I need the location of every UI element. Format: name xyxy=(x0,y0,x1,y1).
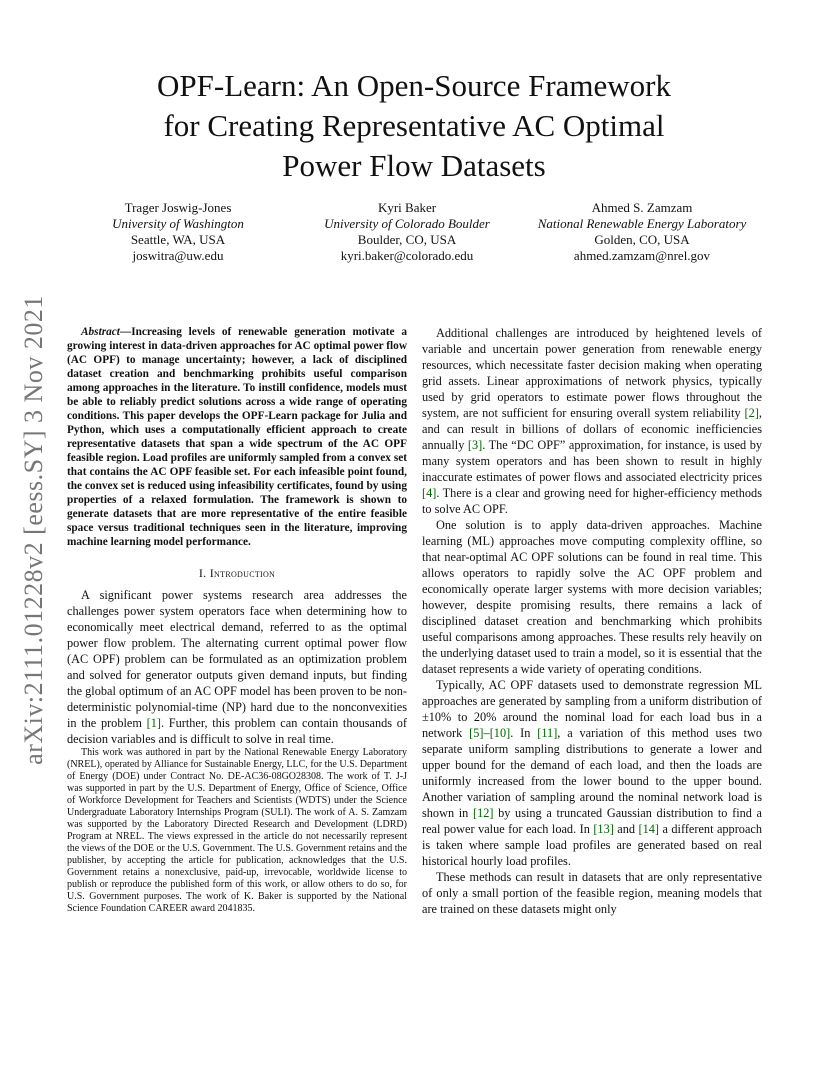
author-affiliation: University of Colorado Boulder xyxy=(324,216,490,231)
intro-text: . Further, this problem can contain thousands of decision variables and is difficult to solve in real time. xyxy=(67,716,408,746)
author-1 xyxy=(58,200,298,264)
author-location: Boulder, CO, USA xyxy=(357,232,457,247)
title-line: OPF-Learn: An Open-Source Framework xyxy=(157,68,671,103)
section-title: Introduction xyxy=(209,566,276,580)
body-text: , and can result in billions of dollars of economic inefficiencies annually xyxy=(422,406,762,452)
author-name: Ahmed S. Zamzam xyxy=(591,200,693,215)
body-text: by using a truncated Gaussian distribution to find a real power value for each load. In xyxy=(422,806,763,836)
body-text: – xyxy=(483,726,490,740)
right-column xyxy=(422,325,762,917)
body-text: . The “DC OPF” approximation, for instance, is used by many system operators and has been shown to result in highly inaccurate estimates of power flows and associated electricity prices xyxy=(422,438,762,484)
citation-link[interactable]: [ 11 ] xyxy=(537,726,557,740)
arxiv-sidebar xyxy=(14,280,54,780)
section-number: I. xyxy=(198,566,207,580)
title-line: for Creating Representative AC Optimal xyxy=(163,108,665,143)
citation-link[interactable]: [ 10 ] xyxy=(490,726,511,740)
citation-link[interactable]: [ 2 ] xyxy=(745,406,759,420)
body-paragraph: These methods can result in datasets that are only representative of only a small portion of the feasible region, meaning models that are trained on these datasets might only xyxy=(422,870,762,916)
citation-link[interactable]: [ 5 ] xyxy=(469,726,483,740)
left-column xyxy=(67,325,407,915)
author-affiliation: University of Washington xyxy=(112,216,244,231)
abstract-label: Abstract xyxy=(81,326,120,338)
author-location: Seattle, WA, USA xyxy=(130,232,226,247)
body-text: . There is a clear and growing need for higher-efficiency methods to solve AC OPF. xyxy=(422,486,762,516)
footnote: This work was authored in part by the National Renewable Energy Laboratory (NREL), operated by Alliance for Sustainable Energy, LLC, for the U.S. Department of Energy (DOE) under Contract No. DE-AC36-08GO28308. The work of T. J-J was supported in part by the U.S. Department of Energy, Office of Science, Office of Workforce Development for Teachers and Scientists (WDTS) under the Science Undergraduate Laboratory Internships Program (SULI). The work of A. S. Zamzam was supported by the Laboratory Directed Research and Development (LDRD) Program at NREL. The views expressed in the article do not necessarily represent the views of the DOE or the U.S. Government. The U.S. Government retains and the publisher, by accepting the article for publication, acknowledges that the U.S. Government retains a nonexclusive, paid-up, irrevocable, worldwide license to publish or reproduce the published form of this work, or allow others to do so, for U.S. Government purposes. The work of K. Baker is supported by the National Science Foundation CAREER award 2041835. xyxy=(67,747,407,914)
body-text: Additional challenges are introduced by heightened levels of variable and uncertain power generation from renewable energy resources, which necessitate faster decision making when operating grid assets. Linear approximations of network physics, typically used by grid operators to estimate power flows throughout the system, are not sufficient for ensuring overall system reliability xyxy=(422,326,762,420)
author-name: Trager Joswig-Jones xyxy=(124,200,232,215)
author-3 xyxy=(512,200,772,264)
citation-link[interactable]: [ 13 ] xyxy=(593,822,614,836)
citation-link[interactable]: [ 4 ] xyxy=(422,486,436,500)
abstract-text: —Increasing levels of renewable generation motivate a growing interest in data-driven approaches for AC optimal power flow (AC OPF) to manage uncertainty; however, a lack of disciplined dataset creation and benchmarking prohibits useful comparison among approaches in the literature. To instill confidence, models must be able to reliably predict solutions across a wide range of operating conditions. This paper develops the OPF-Learn package for Julia and Python, which uses a computationally efficient approach to create representative datasets that span a wide spectrum of the AC OPF feasible region. Load profiles are uniformly sampled from a convex set that contains the AC OPF feasible set. For each infeasible point found, the convex set is reduced using infeasibility certificates, found by using properties of a relaxed formulation. The framework is shown to generate datasets that are more representative of the entire feasible space versus traditional techniques seen in the literature, improving machine learning model performance. xyxy=(67,326,407,548)
body-text: and xyxy=(613,822,639,836)
citation-link[interactable]: [ 3 ] xyxy=(468,438,482,452)
citation-link[interactable]: [ 1 ] xyxy=(147,716,161,730)
intro-text: A significant power systems research area addresses the challenges power system operators face when determining how to economically meet electrical demand, referred to as the optimal power flow problem. The alternating current optimal power flow (AC OPF) problem can be formulated as an optimization problem and solved for generator outputs given demand inputs, but finding the global optimum of an AC OPF model has been proven to be non-deterministic polynomial-time (NP) hard due to the nonconvexities in the problem xyxy=(67,588,407,730)
body-text: a different approach is taken where sample load profiles are generated based on real historical hourly load profiles. xyxy=(422,822,763,868)
author-email: kyri.baker@colorado.edu xyxy=(340,248,474,263)
arxiv-identifier: arXiv:2111.01228v2 [eess.SY] 3 Nov 2021 xyxy=(19,295,48,765)
body-text: Typically, AC OPF datasets used to demonstrate regression ML approaches are generated by sampling from a uniform distribution of ±10% to 20% around the nominal load for each load bus in a network xyxy=(422,678,762,740)
section-heading xyxy=(67,565,407,581)
author-location: Golden, CO, USA xyxy=(594,232,690,247)
paper-title xyxy=(100,66,728,186)
body-paragraph xyxy=(422,677,762,869)
author-name: Kyri Baker xyxy=(377,200,437,215)
body-paragraph xyxy=(422,325,762,517)
citation-link[interactable]: [ 14 ] xyxy=(639,822,660,836)
author-email: ahmed.zamzam@nrel.gov xyxy=(573,248,711,263)
abstract xyxy=(67,325,407,549)
author-email: joswitra@uw.edu xyxy=(132,248,224,263)
citation-link[interactable]: [ 12 ] xyxy=(473,806,494,820)
author-affiliation: National Renewable Energy Laboratory xyxy=(537,216,747,231)
title-line: Power Flow Datasets xyxy=(282,148,546,183)
author-2 xyxy=(287,200,527,264)
body-paragraph: One solution is to apply data-driven approaches. Machine learning (ML) approaches move computing complexity offline, so that near-optimal AC OPF solutions can be found in real time. This allows operators to rapidly solve the AC OPF problem and economically operate larger systems with more decision variables; however, despite promising results, there remains a lack of disciplined dataset creation and benchmarking which prohibits useful comparisons among approaches. These results rely heavily on the underlying dataset used to train a model, so it is essential that the dataset represents a wide variety of operating conditions. xyxy=(422,518,762,676)
intro-paragraph xyxy=(67,587,407,747)
body-text: , a variation of this method uses two separate uniform sampling distributions to generate a lower and upper bound for the demand of each load, and then the loads are uniformly increased from the lower bound to the upper bound. Another variation of sampling around the nominal network load is shown in xyxy=(422,726,763,820)
body-text: . In xyxy=(510,726,538,740)
